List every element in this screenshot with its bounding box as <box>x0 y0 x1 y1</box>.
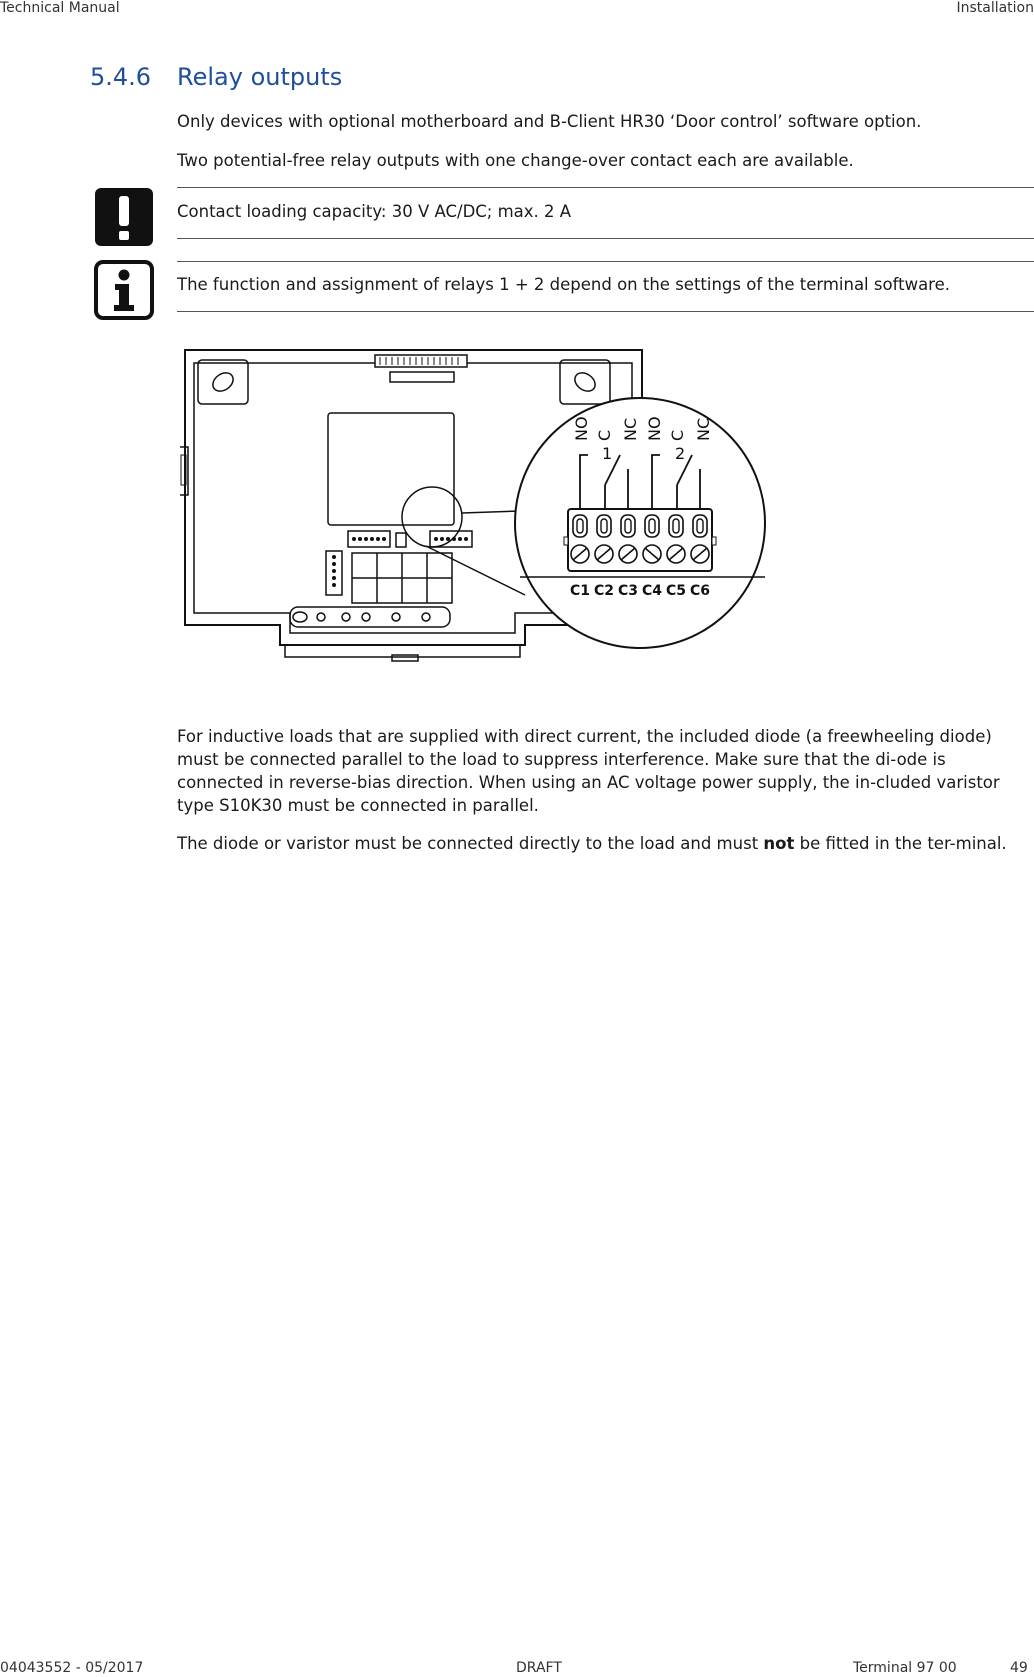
running-header-right: Installation <box>956 0 1034 16</box>
relay-label-nc-1: NC <box>621 417 640 441</box>
terminal-label-c6: C6 <box>689 583 711 599</box>
relay-outputs-figure <box>180 345 820 684</box>
relay-label-c-1: C <box>595 429 614 441</box>
body-paragraph-diode-placement: The diode or varistor must be connected directly to the load and must not be fitted in the ter-minal. <box>177 834 1007 853</box>
relay-number-2: 2 <box>675 444 686 463</box>
terminal-label-c5: C5 <box>665 583 687 599</box>
body-paragraph-inductive-loads: For inductive loads that are supplied with direct current, the included diode (a freewheeling diode) must be connected parallel to the load to suppress interference. Make sure that the di-ode is connected in reverse-bias direction. When using an AC voltage power supply, the in-cluded varistor type S10K30 must be connected in parallel. <box>177 727 1000 815</box>
relay-label-no-1: NO <box>572 416 591 441</box>
notice-rule-top <box>177 187 1034 188</box>
running-header-left: Technical Manual <box>0 0 120 16</box>
terminal-label-c2: C2 <box>593 583 615 599</box>
intro-paragraph-1: Only devices with optional motherboard and B-Client HR30 ‘Door control’ software option. <box>177 112 922 131</box>
footer-status: DRAFT <box>516 1660 562 1676</box>
warning-notice-text: Contact loading capacity: 30 V AC/DC; max. 2 A <box>177 202 572 221</box>
notice-rule-bottom <box>177 238 1034 239</box>
notice-rule-bottom <box>177 311 1034 312</box>
terminal-label-c1: C1 <box>569 583 591 599</box>
info-notice-text: The function and assignment of relays 1 + 2 depend on the settings of the terminal software. <box>177 275 950 294</box>
relay-label-no-2: NO <box>645 416 664 441</box>
intro-paragraph-2: Two potential-free relay outputs with one change-over contact each are available. <box>177 151 854 170</box>
relay-label-c-2: C <box>668 429 687 441</box>
relay-label-nc-2: NC <box>694 417 713 441</box>
terminal-label-c3: C3 <box>617 583 639 599</box>
relay-number-1: 1 <box>602 444 613 463</box>
info-icon <box>94 260 154 320</box>
exclamation-icon <box>94 187 154 247</box>
emphasis-not: not <box>763 834 795 853</box>
section-title: Relay outputs <box>177 63 343 91</box>
notice-rule-top <box>177 261 1034 262</box>
section-number: 5.4.6 <box>90 63 152 91</box>
footer-doc-id: 04043552 - 05/2017 <box>0 1660 144 1676</box>
footer-page-number: 49 <box>1010 1660 1028 1676</box>
footer-product: Terminal 97 00 <box>853 1660 957 1676</box>
terminal-label-c4: C4 <box>641 583 663 599</box>
